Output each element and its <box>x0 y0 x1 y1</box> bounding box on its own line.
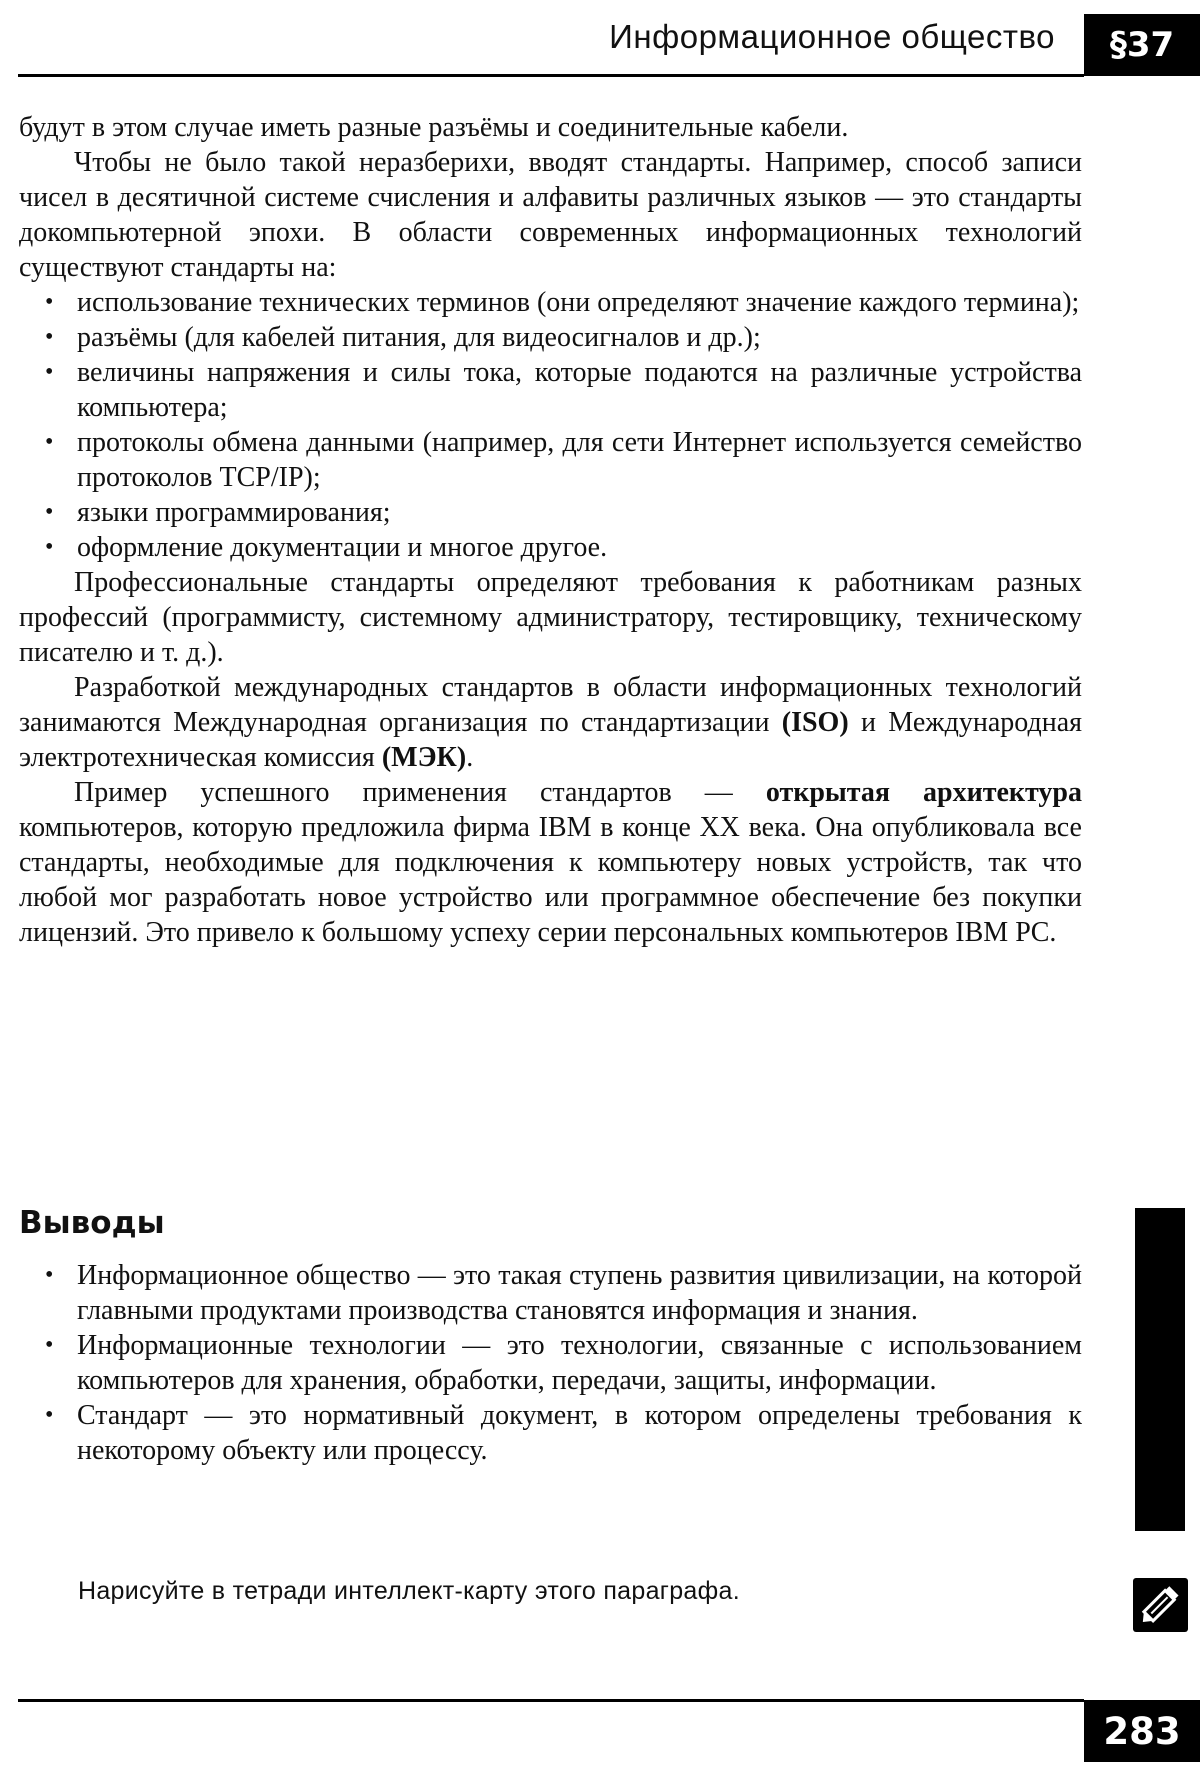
footer-divider <box>18 1699 1084 1702</box>
pencil-icon <box>1133 1578 1188 1632</box>
iec-abbreviation: (МЭК) <box>381 742 467 773</box>
list-item <box>19 285 1082 320</box>
list-item <box>19 1328 1082 1398</box>
main-text <box>19 110 1082 950</box>
standards-list <box>19 285 1082 565</box>
section-badge: §37 <box>1084 14 1200 76</box>
paragraph-open-architecture <box>19 775 1082 950</box>
bullet-icon: • <box>45 1332 54 1358</box>
list-item <box>19 1398 1082 1468</box>
header-divider <box>18 74 1084 77</box>
paragraph-professional-standards: Профессиональные стандарты определяют требования к работникам разных профессий (программисту, системному администратору, тестировщику, техническому писателю и т. д.). <box>19 567 1082 668</box>
summary-heading: Выводы <box>19 1205 165 1241</box>
list-item-text: разъёмы (для кабелей питания, для видеосигналов и др.); <box>77 322 761 353</box>
list-item-text: величины напряжения и силы тока, которые подаются на различные устройства компьютера; <box>77 357 1082 423</box>
list-item-text: Стандарт — это нормативный документ, в котором определены требования к некоторому объекту или процессу. <box>77 1400 1082 1466</box>
list-item <box>19 495 1082 530</box>
list-item <box>19 320 1082 355</box>
side-tab-marker <box>1135 1208 1185 1531</box>
bullet-icon: • <box>45 429 54 455</box>
chapter-title: Информационное общество <box>609 18 1055 55</box>
pencil-icon-graphic <box>1133 1578 1188 1632</box>
list-item-text: Информационные технологии — это технологии, связанные с использованием компьютеров для хранения, обработки, передачи, защиты, информации. <box>77 1330 1082 1396</box>
bullet-icon: • <box>45 499 54 525</box>
list-item <box>19 355 1082 425</box>
list-item <box>19 1258 1082 1328</box>
list-item-text: использование технических терминов (они определяют значение каждого термина); <box>77 287 1080 318</box>
summary-section <box>19 1258 1082 1468</box>
list-item <box>19 425 1082 495</box>
list-item-text: языки программирования; <box>77 497 391 528</box>
paragraph-standards-intro: Чтобы не было такой неразберихи, вводят стандарты. Например, способ записи чисел в десятичной системе счисления и алфавиты различных языков — это стандарты докомпьютерной эпохи. В области современных информационных технологий существуют стандарты на: <box>19 147 1082 283</box>
text-run: и Международная электротехническая комиссия <box>19 707 1082 773</box>
summary-list <box>19 1258 1082 1468</box>
bullet-icon: • <box>45 1262 54 1288</box>
bullet-icon: • <box>45 324 54 350</box>
text-run: компьютеров, которую предложила фирма IBM в конце XX века. Она опубликовала все стандарты, необходимые для подключения к компьютеру новых устройств, так что любой мог разработать новое устройство или программное обеспечение без покупки лицензий. Это привело к большому успеху серии персональных компьютеров IBM PC. <box>19 812 1082 948</box>
key-term: открытая архитектура <box>765 777 1083 808</box>
bullet-icon: • <box>45 359 54 385</box>
iso-abbreviation: (ISO) <box>781 707 849 738</box>
list-item-text: Информационное общество — это такая ступень развития цивилизации, на которой главными продуктами производства становятся информация и знания. <box>77 1260 1082 1326</box>
text-run: Пример успешного применения стандартов — <box>74 777 766 808</box>
task-instruction: Нарисуйте в тетради интеллект-карту этого параграфа. <box>78 1577 740 1605</box>
list-item <box>19 530 1082 565</box>
text-run: . <box>466 742 474 773</box>
bullet-icon: • <box>45 534 54 560</box>
list-item-text: оформление документации и многое другое. <box>77 532 608 563</box>
bullet-icon: • <box>45 289 54 315</box>
text-run: Разработкой международных стандартов в области информационных технологий занимаются Международная организация по стандартизации <box>19 672 1082 738</box>
paragraph-continuation: будут в этом случае иметь разные разъёмы и соединительные кабели. <box>19 112 849 143</box>
list-item-text: протоколы обмена данными (например, для сети Интернет используется семейство протоколов TCP/IP); <box>77 427 1082 493</box>
page-number: 283 <box>1084 1700 1200 1762</box>
paragraph-international-standards <box>19 670 1082 775</box>
bullet-icon: • <box>45 1402 54 1428</box>
